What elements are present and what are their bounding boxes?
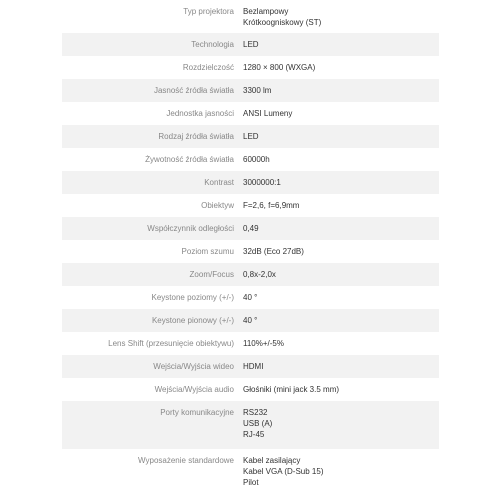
spec-label: Rozdzielczość xyxy=(182,63,234,72)
spec-value-line: 60000h xyxy=(243,155,270,164)
spec-label: Kontrast xyxy=(204,178,234,187)
spec-row-brightness xyxy=(62,79,439,102)
spec-value xyxy=(243,5,321,33)
spec-label: Porty komunikacyjne xyxy=(160,408,234,417)
spec-row-brightness-unit xyxy=(62,102,439,125)
spec-label: Zoom/Focus xyxy=(189,270,234,279)
spec-value xyxy=(243,199,299,217)
spec-value xyxy=(243,153,270,171)
spec-label: Żywotność źródła światła xyxy=(145,155,234,164)
spec-value-line: RJ-45 xyxy=(243,430,265,439)
spec-value xyxy=(243,268,276,286)
spec-row-light-source-life xyxy=(62,148,439,171)
spec-label: Technologia xyxy=(191,40,234,49)
spec-value-line: HDMI xyxy=(243,362,264,371)
spec-label: Wyposażenie standardowe xyxy=(138,456,234,465)
spec-row-keystone-horizontal xyxy=(62,286,439,309)
spec-value xyxy=(243,84,271,102)
spec-value-line: ANSI Lumeny xyxy=(243,109,293,118)
spec-label: Lens Shift (przesunięcie obiektywu) xyxy=(108,339,234,348)
spec-label: Współczynnik odległości xyxy=(147,224,234,233)
spec-value-line: RS232 xyxy=(243,408,268,417)
spec-value xyxy=(243,176,281,194)
spec-label: Jasność źródła światła xyxy=(153,86,234,95)
spec-label: Keystone pionowy (+/-) xyxy=(151,316,234,325)
spec-value xyxy=(243,360,263,378)
spec-value-line: 3300 lm xyxy=(243,86,272,95)
spec-label: Poziom szumu xyxy=(181,247,234,256)
spec-value-line: 0,49 xyxy=(243,224,259,233)
spec-value-line: F=2,6, f=6,9mm xyxy=(243,201,300,210)
spec-value xyxy=(243,314,257,332)
spec-value-line: Kabel VGA (D-Sub 15) xyxy=(243,467,324,476)
spec-row-noise-level xyxy=(62,240,439,263)
spec-value xyxy=(243,406,272,449)
spec-value xyxy=(243,454,323,495)
spec-row-lens-shift xyxy=(62,332,439,355)
spec-value-line: USB (A) xyxy=(243,419,273,428)
spec-row-keystone-vertical xyxy=(62,309,439,332)
spec-value-line: 0,8x-2,0x xyxy=(243,270,276,279)
spec-value xyxy=(243,337,284,355)
spec-label: Obiektyw xyxy=(201,201,234,210)
spec-row-lens xyxy=(62,194,439,217)
spec-value xyxy=(243,245,304,263)
spec-row-light-source-type xyxy=(62,125,439,148)
spec-label: Rodzaj źródła światła xyxy=(158,132,234,141)
spec-value-line: Głośniki (mini jack 3.5 mm) xyxy=(243,385,340,394)
spec-value xyxy=(243,107,292,125)
spec-value xyxy=(243,61,315,79)
spec-row-zoom-focus xyxy=(62,263,439,286)
spec-value-line: Bezlampowy xyxy=(243,7,289,16)
specification-table xyxy=(62,0,439,495)
spec-value-line: 40 ° xyxy=(243,293,258,302)
spec-value-line: LED xyxy=(243,40,259,49)
spec-value-line: 110%+/-5% xyxy=(243,339,284,348)
spec-label: Keystone poziomy (+/-) xyxy=(151,293,234,302)
spec-value-line: 3000000:1 xyxy=(243,178,281,187)
spec-row-technology xyxy=(62,33,439,56)
spec-row-audio-io xyxy=(62,378,439,401)
spec-value-line: 32dB (Eco 27dB) xyxy=(243,247,304,256)
spec-value xyxy=(243,130,259,148)
spec-row-standard-equipment xyxy=(62,449,439,495)
spec-value-line: Krótkoogniskowy (ST) xyxy=(243,18,322,27)
spec-row-communication-ports xyxy=(62,401,439,449)
spec-row-contrast xyxy=(62,171,439,194)
spec-value xyxy=(243,38,259,56)
spec-value-line: Pilot xyxy=(243,478,259,487)
spec-label: Jednostka jasności xyxy=(166,109,234,118)
spec-row-throw-ratio xyxy=(62,217,439,240)
spec-value xyxy=(243,291,257,309)
spec-row-video-io xyxy=(62,355,439,378)
spec-value-line: LED xyxy=(243,132,259,141)
spec-row-projector-type xyxy=(62,0,439,33)
spec-value-line: 40 ° xyxy=(243,316,258,325)
spec-row-resolution xyxy=(62,56,439,79)
spec-label: Wejścia/Wyjścia audio xyxy=(154,385,234,394)
spec-label: Wejścia/Wyjścia wideo xyxy=(153,362,234,371)
spec-label: Typ projektora xyxy=(183,7,234,16)
spec-value xyxy=(243,383,339,401)
spec-value xyxy=(243,222,259,240)
spec-value-line: Kabel zasilający xyxy=(243,456,301,465)
spec-value-line: 1280 × 800 (WXGA) xyxy=(243,63,316,72)
